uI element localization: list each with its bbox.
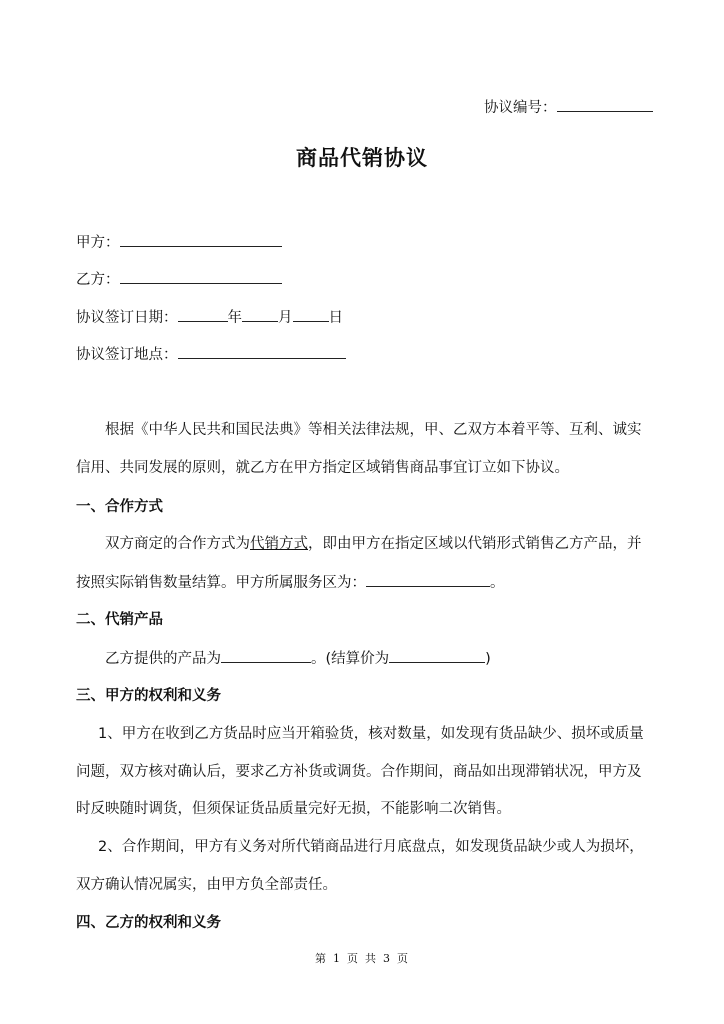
section-3-p1-line-1: 1、甲方在收到乙方货品时应当开箱验货，核对数量，如发现有货品缺少、损坏或质量: [98, 726, 644, 742]
footer-page-word: 第: [315, 952, 327, 965]
sign-place-blank[interactable]: [178, 344, 346, 359]
sign-date-row: [76, 307, 343, 328]
section-3-heading: 三、甲方的权利和义务: [76, 688, 221, 704]
agreement-number-blank[interactable]: [557, 97, 653, 112]
year-label: 年: [227, 310, 242, 326]
product-blank[interactable]: [221, 648, 311, 663]
footer-total-number: 3: [383, 952, 391, 965]
sign-day-blank[interactable]: [293, 307, 329, 322]
day-label: 日: [328, 310, 343, 326]
preamble-line-2: 信用、共同发展的原则，就乙方在甲方指定区域销售商品事宜订立如下协议。: [76, 460, 569, 476]
party-a-row: [76, 232, 282, 253]
agreement-number-label: 协议编号：: [484, 100, 557, 116]
section-1-line-2: [76, 572, 505, 593]
party-a-blank[interactable]: [120, 232, 282, 247]
section-1-heading: 一、合作方式: [76, 499, 163, 515]
sign-month-blank[interactable]: [242, 307, 278, 322]
footer-page-number: 1: [333, 952, 341, 965]
page-footer: [0, 950, 724, 966]
service-area-blank[interactable]: [366, 572, 490, 587]
section-1-period: 。: [490, 575, 505, 591]
section-2-text-c: ): [485, 651, 491, 667]
consignment-method-term: 代销方式: [250, 536, 308, 552]
section-2-line: [105, 648, 491, 669]
section-4-heading: 四、乙方的权利和义务: [76, 915, 221, 931]
preamble-line-1: 根据《中华人民共和国民法典》等相关法律法规，甲、乙双方本着平等、互利、诚实: [105, 422, 642, 438]
document-title: 商品代销协议: [296, 146, 428, 170]
settlement-price-blank[interactable]: [389, 648, 485, 663]
party-b-row: [76, 269, 282, 290]
section-2-text-b: 。(结算价为: [311, 651, 390, 667]
section-3-p1-line-3: 时反映随时调货，但须保证货品质量完好无损，不能影响二次销售。: [76, 801, 511, 817]
footer-page-unit: 页: [347, 952, 359, 965]
party-b-blank[interactable]: [120, 269, 282, 284]
section-1-text-a: 双方商定的合作方式为: [105, 536, 250, 552]
sign-year-blank[interactable]: [178, 307, 228, 322]
section-2-text-a: 乙方提供的产品为: [105, 651, 221, 667]
sign-date-label: 协议签订日期：: [76, 310, 178, 326]
section-1-text-d: 按照实际销售数量结算。甲方所属服务区为：: [76, 575, 366, 591]
footer-total-unit: 页: [397, 952, 409, 965]
party-a-label: 甲方：: [76, 235, 120, 251]
section-3-p1-line-2: 问题，双方核对确认后，要求乙方补货或调货。合作期间，商品如出现滞销状况，甲方及: [76, 764, 642, 780]
party-b-label: 乙方：: [76, 272, 120, 288]
section-1-line-1: [105, 534, 642, 554]
month-label: 月: [278, 310, 293, 326]
section-1-text-c: ，即由甲方在指定区域以代销形式销售乙方产品，并: [308, 536, 642, 552]
agreement-number-row: [484, 97, 653, 118]
footer-total-word: 共: [365, 952, 377, 965]
sign-place-row: [76, 344, 346, 365]
section-2-heading: 二、代销产品: [76, 612, 163, 628]
section-3-p2-line-2: 双方确认情况属实，由甲方负全部责任。: [76, 877, 337, 893]
section-3-p2-line-1: 2、合作期间，甲方有义务对所代销商品进行月底盘点，如发现货品缺少或人为损坏，: [98, 839, 644, 855]
sign-place-label: 协议签订地点：: [76, 347, 178, 363]
